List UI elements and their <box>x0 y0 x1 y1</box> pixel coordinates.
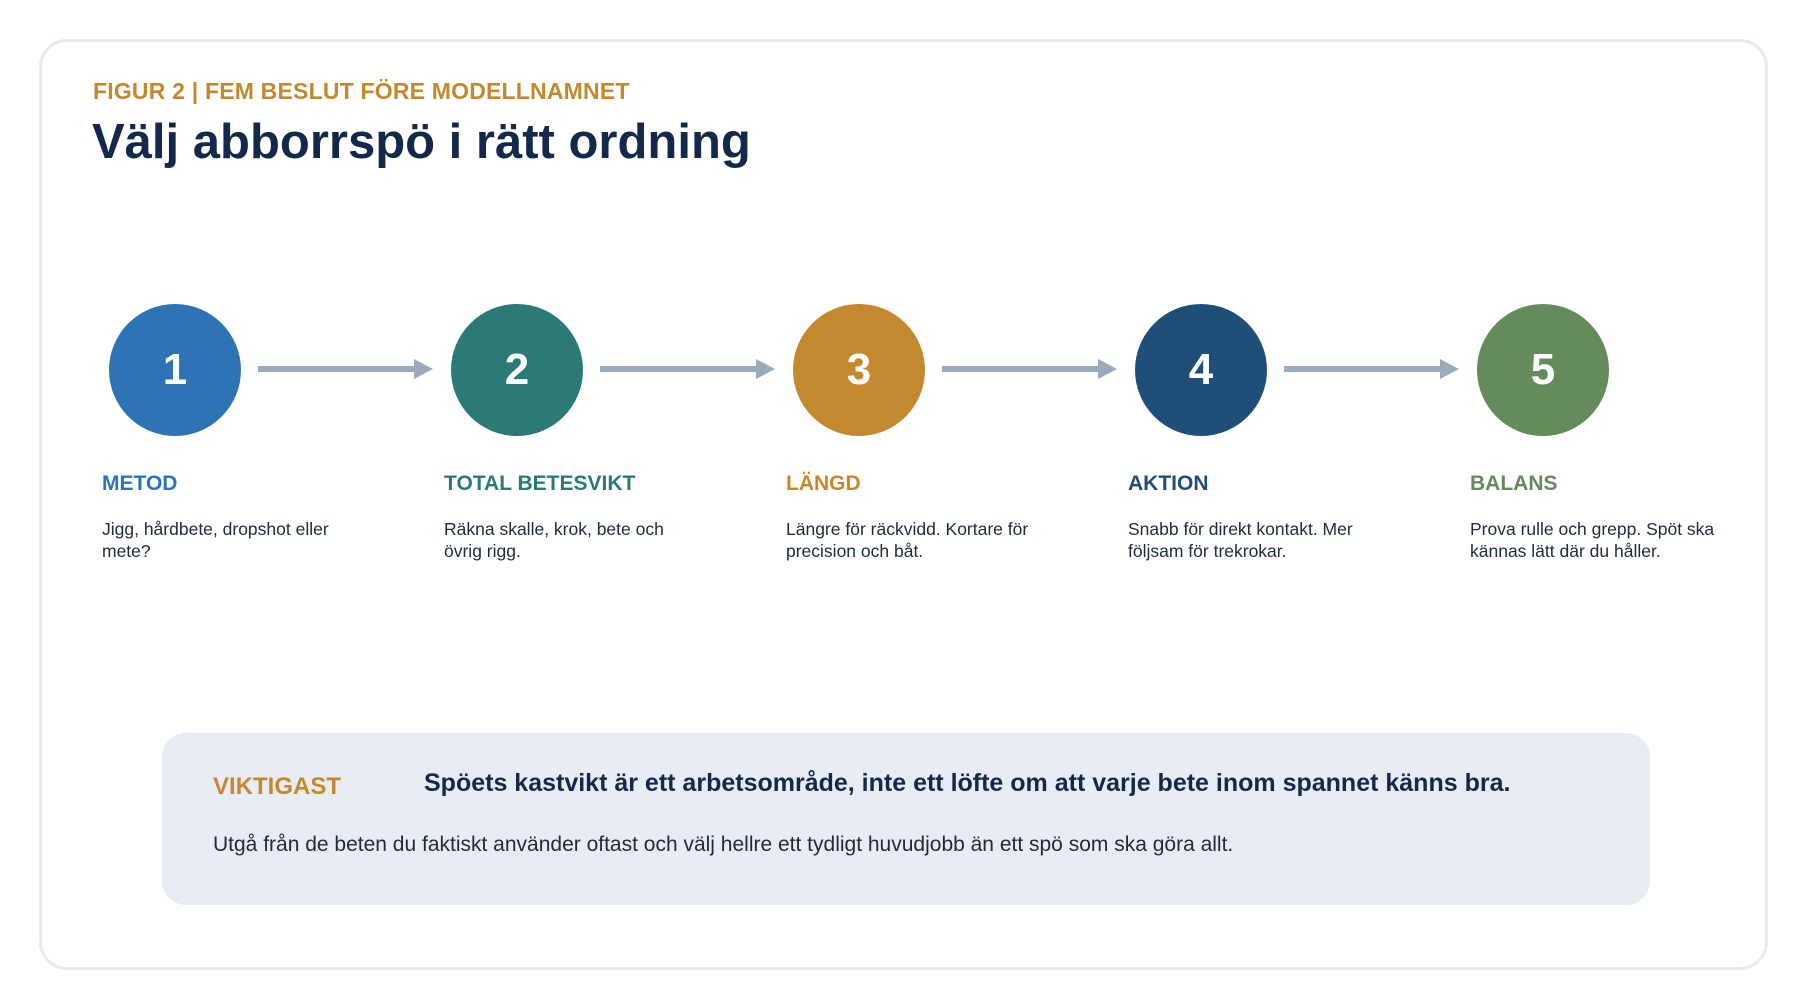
arrow-1-2 <box>258 357 433 381</box>
step-1-heading: METOD <box>102 472 178 495</box>
step-4-circle <box>1135 304 1267 436</box>
figure-title: Välj abborrspö i rätt ordning <box>92 115 751 169</box>
key-note-label: VIKTIGAST <box>213 773 342 800</box>
step-3-heading: LÄNGD <box>786 472 861 495</box>
step-2-number: 2 <box>504 345 530 394</box>
figure-eyebrow: FIGUR 2 | FEM BESLUT FÖRE MODELLNAMNET <box>93 78 630 104</box>
arrow-4-5 <box>1284 357 1459 381</box>
key-note-box <box>162 733 1650 905</box>
step-5-description: Prova rulle och grepp. Spöt ska kännas lätt där du håller. <box>1470 519 1715 561</box>
step-1-description: Jigg, hårdbete, dropshot eller mete? <box>102 519 329 561</box>
arrow-2-3 <box>600 357 775 381</box>
step-4-number: 4 <box>1188 345 1214 394</box>
step-5-number: 5 <box>1530 345 1556 394</box>
step-4-heading: AKTION <box>1128 472 1209 495</box>
figure-card <box>39 39 1768 970</box>
arrow-3-4 <box>942 357 1117 381</box>
step-1-number: 1 <box>162 345 188 394</box>
step-2-circle <box>451 304 583 436</box>
step-2-heading: TOTAL BETESVIKT <box>444 472 636 495</box>
step-3-circle <box>793 304 925 436</box>
step-5-heading: BALANS <box>1470 472 1558 495</box>
step-5-circle <box>1477 304 1609 436</box>
step-1-circle <box>109 304 241 436</box>
key-note-body: Utgå från de beten du faktiskt använder oftast och välj hellre ett tydligt huvudjobb än ett spö som ska göra allt. <box>213 833 1234 856</box>
step-3-description: Längre för räckvidd. Kortare för precision och båt. <box>786 519 1029 561</box>
step-2-description: Räkna skalle, krok, bete och övrig rigg. <box>444 519 664 561</box>
step-4-description: Snabb för direkt kontakt. Mer följsam för trekrokar. <box>1128 519 1353 561</box>
step-3-number: 3 <box>846 345 872 394</box>
key-note-headline: Spöets kastvikt är ett arbetsområde, inte ett löfte om att varje bete inom spannet känns bra. <box>424 769 1511 797</box>
